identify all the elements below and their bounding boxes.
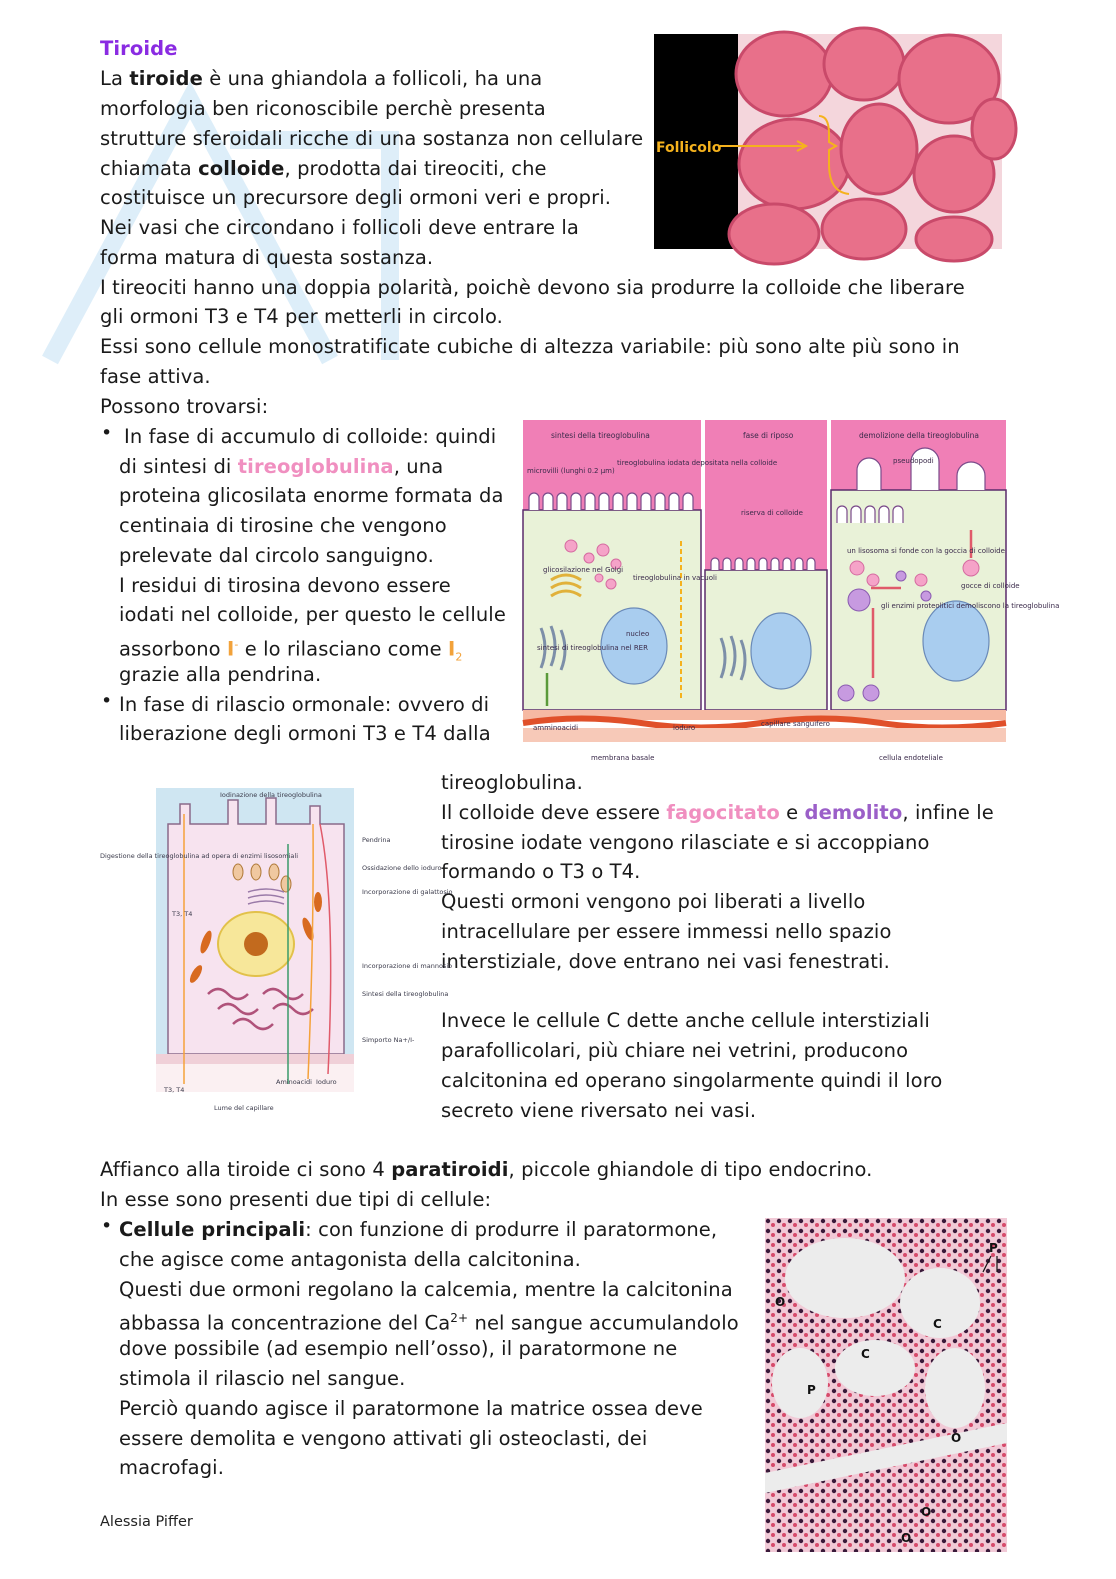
iodide-label-2: Ioduro	[316, 1078, 337, 1086]
label-p-2: P	[807, 1383, 816, 1397]
text-line: stimola il rilascio nel sangue.	[119, 1367, 406, 1390]
label-c-2: C	[933, 1317, 942, 1331]
text-line: parafollicolari, più chiare nei vetrini, producono	[441, 1039, 909, 1062]
tg-synthesis-label: Sintesi della tireoglobulina	[362, 990, 449, 998]
label-o-4: O	[901, 1531, 912, 1545]
label-p-top: P	[989, 1241, 998, 1255]
basement-membrane-label: membrana basale	[591, 754, 655, 762]
text-line: La tiroide è una ghiandola a follicoli, ha una	[100, 67, 543, 90]
capillary-label: capillare sanguifero	[761, 720, 830, 728]
text-line: macrofagi.	[119, 1456, 224, 1479]
thyrocyte-cell-diagram	[98, 784, 453, 1114]
microvilli-label: microvilli (lunghi 0.2 µm)	[527, 467, 615, 475]
t3t4-label: T3, T4	[172, 910, 193, 918]
text-line: essere demolita e vengono attivati gli osteoclasti, dei	[119, 1427, 648, 1450]
endothelial-cell-label: cellula endoteliale	[879, 754, 943, 762]
tg-vacuoles-label: tireoglobulina in vacuoli	[633, 574, 717, 582]
text-line: morfologia ben riconoscibile perchè presenta	[100, 97, 546, 120]
text-line: prelevate dal circolo sanguigno.	[119, 544, 434, 567]
capillary-lumen-label: Lume del capillare	[214, 1104, 274, 1112]
label-o-1: O	[775, 1295, 786, 1309]
glycosylation-label: glicosilazione nel Golgi	[543, 566, 624, 574]
text-line: Affianco alla tiroide ci sono 4 paratiroidi, piccole ghiandole di tipo endocrino.	[100, 1158, 873, 1181]
text-line: chiamata colloide, prodotta dai tireociti, che	[100, 157, 547, 180]
phase-rest-title: fase di riposo	[743, 431, 794, 440]
text-line: che agisce come antagonista della calcitonina.	[119, 1248, 581, 1271]
text-line: I residui di tirosina devono essere	[119, 574, 451, 597]
text-line: Perciò quando agisce il paratormone la matrice ossea deve	[119, 1397, 703, 1420]
iodide-label: ioduro	[673, 724, 696, 732]
text-line: Possono trovarsi:	[100, 395, 269, 418]
text-line: gli ormoni T3 e T4 per metterli in circolo.	[100, 305, 503, 328]
text-line: Invece le cellule C dette anche cellule interstiziali	[441, 1009, 930, 1032]
iodinated-tg-label: tireoglobulina iodata depositata nella colloide	[617, 459, 778, 467]
bullet-marker: •	[101, 690, 113, 712]
text-line: intracellulare per essere immessi nello spazio	[441, 920, 892, 943]
text-line: tireoglobulina.	[441, 771, 583, 794]
text-line: di sintesi di tireoglobulina, una	[119, 455, 444, 478]
phase-demolition-title: demolizione della tireoglobulina	[859, 431, 979, 440]
iodination-label: Iodinazione della tireoglobulina	[220, 791, 322, 799]
text-line: Essi sono cellule monostratificate cubiche di altezza variabile: più sono alte più sono in	[100, 335, 960, 358]
text-line: Il colloide deve essere fagocitato e demolito, infine le	[441, 801, 994, 824]
text-line: In fase di accumulo di colloide: quindi	[124, 425, 497, 448]
phase-synthesis-title: sintesi della tireoglobulina	[551, 431, 650, 440]
lysosomal-digestion-label: Digestione della tireoglobulina ad opera di enzimi lisosomiali	[100, 852, 299, 860]
text-line: fase attiva.	[100, 365, 211, 388]
follicle-histology-image	[654, 34, 1002, 249]
text-line: costituisce un precursore degli ormoni veri e propri.	[100, 186, 612, 209]
text-line: assorbono I- e lo rilasciano come $I_2$	[119, 637, 463, 664]
text-line: strutture sferoidali ricche di una sostanza non cellulare	[100, 127, 644, 150]
galactose-label: Incorporazione di galattosio	[362, 888, 453, 896]
text-line: Nei vasi che circondano i follicoli deve entrare la	[100, 216, 579, 239]
text-line: liberazione degli ormoni T3 e T4 dalla	[119, 722, 491, 745]
bullet-marker: •	[101, 1215, 113, 1237]
page-title: Tiroide	[100, 37, 178, 60]
amino-acids-label: amminoacidi	[533, 724, 579, 732]
lysosome-label: un lisosoma si fonde con la goccia di colloide	[847, 547, 1005, 555]
text-line: grazie alla pendrina.	[119, 663, 322, 686]
text-line: In esse sono presenti due tipi di cellule:	[100, 1188, 492, 1211]
follicle-label: Follicolo	[656, 140, 722, 156]
rer-synthesis-label: sintesi di tireoglobulina nel RER	[537, 644, 648, 652]
pendrin-label: Pendrina	[362, 836, 391, 844]
text-line: I tireociti hanno una doppia polarità, poichè devono sia produrre la colloide che liberare	[100, 276, 965, 299]
text-line: formando o T3 o T4.	[441, 860, 641, 883]
text-line: tirosine iodate vengono rilasciate e si accoppiano	[441, 831, 930, 854]
label-o-3: O	[921, 1505, 932, 1519]
text-line: centinaia di tirosine che vengono	[119, 514, 447, 537]
enzymes-label: gli enzimi proteolitici demoliscono la tireoglobulina	[881, 602, 1060, 610]
colloid-reserve-label: riserva di colloide	[741, 509, 803, 517]
thyroglobulin-phases-diagram	[521, 418, 1060, 765]
footer-author: Alessia Piffer	[100, 1514, 193, 1530]
label-o-2: O	[951, 1431, 962, 1445]
text-line: forma matura di questa sostanza.	[100, 246, 434, 269]
colloid-drops-label: gocce di colloide	[961, 582, 1020, 590]
text-line: Questi ormoni vengono poi liberati a livello	[441, 890, 866, 913]
aminoacids-label: Aminoacidi	[276, 1078, 312, 1086]
pseudopods-label: pseudopodi	[893, 457, 934, 465]
text-line: Questi due ormoni regolano la calcemia, mentre la calcitonina	[119, 1278, 733, 1301]
text-line: proteina glicosilata enorme formata da	[119, 484, 504, 507]
text-line: secreto viene riversato nei vasi.	[441, 1099, 757, 1122]
t3t4-bottom-label: T3, T4	[164, 1086, 185, 1094]
text-line: In fase di rilascio ormonale: ovvero di	[119, 693, 490, 716]
iodide-oxidation-label: Ossidazione dello ioduro	[362, 864, 442, 872]
mannose-label: Incorporazione di mannosio	[362, 962, 453, 970]
text-line: interstiziale, dove entrano nei vasi fenestrati.	[441, 950, 890, 973]
text-line: Cellule principali: con funzione di produrre il paratormone,	[119, 1218, 718, 1241]
bullet-marker: •	[101, 422, 113, 444]
text-line: dove possibile (ad esempio nell’osso), il paratormone ne	[119, 1337, 678, 1360]
label-c-1: C	[861, 1347, 870, 1361]
text-line: iodati nel colloide, per questo le cellule	[119, 603, 506, 626]
symporter-label: Simporto Na+/I-	[362, 1036, 415, 1044]
parathyroid-histology-image	[765, 1218, 1007, 1552]
text-line: calcitonina ed operano singolarmente quindi il loro	[441, 1069, 943, 1092]
text-line: abbassa la concentrazione del $Ca^{2+}$ nel sangue accumulandolo	[119, 1311, 739, 1335]
nucleus-label: nucleo	[626, 630, 650, 638]
